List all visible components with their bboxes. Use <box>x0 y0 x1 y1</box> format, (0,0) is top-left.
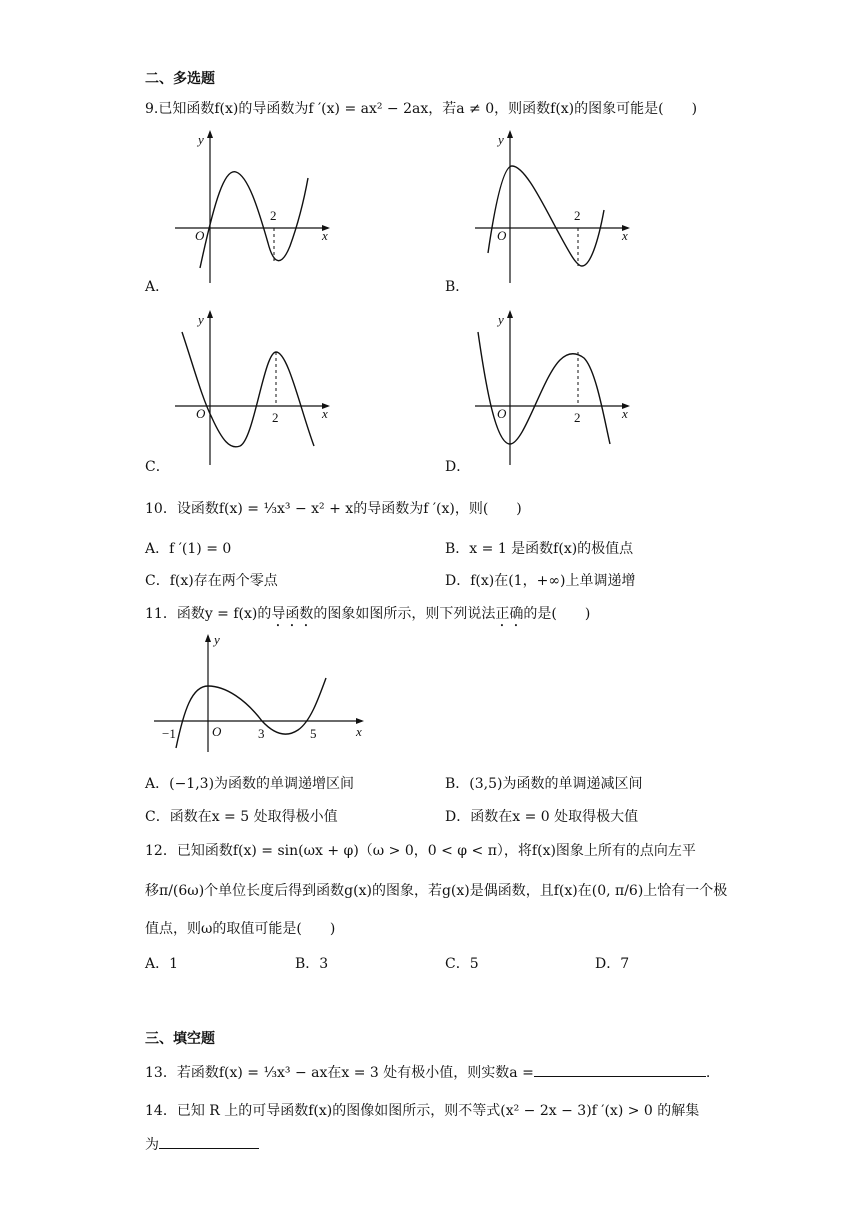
question-10-text: 10．设函数f(x) = ⅓x³ − x² + x的导函数为f ′(x)，则( ) <box>145 501 522 517</box>
q9-option-a[interactable]: A． <box>145 279 170 295</box>
question-12-line2: 移π/(6ω)个单位长度后得到函数g(x)的图象，若g(x)是偶函数，且f(x)在(0, π/6)上恰有一个极 <box>145 883 728 899</box>
q9c-y-arrow <box>207 310 213 318</box>
question-12-line3: 值点，则ω的取值可能是( ) <box>145 921 336 937</box>
q10-option-c[interactable]: C．f(x)存在两个零点 <box>145 573 278 589</box>
q11-y-label: y <box>214 632 220 647</box>
q12-option-b[interactable]: B．3 <box>295 956 329 972</box>
q9d-y-label: y <box>498 312 504 327</box>
q9-option-b[interactable]: B． <box>445 279 470 295</box>
q11-y-arrow <box>205 634 211 642</box>
q11-tick-5: 5 <box>310 726 317 741</box>
q11-emphasis-derivative: 导函数 <box>271 606 314 622</box>
q12-option-c[interactable]: C．5 <box>445 956 479 972</box>
question-13-text <box>145 1062 710 1082</box>
q9b-x-label: x <box>622 228 628 243</box>
q11-text-mid: 的图象如图所示，则下列说法 <box>313 606 496 622</box>
q9c-origin: O <box>196 406 206 421</box>
q9c-tick-2: 2 <box>272 410 279 425</box>
q11-emphasis-correct: 正确 <box>495 606 524 622</box>
q11-graph <box>150 630 380 755</box>
q9b-curve <box>488 166 604 266</box>
q9a-tick-2: 2 <box>270 208 277 223</box>
q11-tick-3: 3 <box>258 726 265 741</box>
q10-option-b[interactable]: B．x = 1 是函数f(x)的极值点 <box>445 541 634 557</box>
question-12-line1: 12．已知函数f(x) = sin(ωx + φ)（ω > 0，0 < φ < π），将f(x)图象上所有的点向左平 <box>145 843 696 859</box>
q11-tick-neg1: −1 <box>162 726 176 741</box>
q11-option-b[interactable]: B．(3,5)为函数的单调递减区间 <box>445 776 643 792</box>
q11-curve <box>176 678 326 748</box>
q13-answer-blank[interactable] <box>534 1064 706 1077</box>
q9c-x-label: x <box>322 406 328 421</box>
q10-option-d[interactable]: D．f(x)在(1，+∞)上单调递增 <box>445 573 636 589</box>
q9d-y-arrow <box>507 310 513 318</box>
q13-period: . <box>705 1065 711 1081</box>
q9-option-c[interactable]: C． <box>145 459 170 475</box>
q12-option-d[interactable]: D．7 <box>595 956 630 972</box>
q11-text-post: 的是( ) <box>523 606 591 622</box>
q11-option-c[interactable]: C．函数在x = 5 处取得极小值 <box>145 809 338 825</box>
q9a-origin: O <box>195 228 205 243</box>
q14-text-prefix: 为 <box>145 1137 159 1153</box>
q9d-origin: O <box>497 406 507 421</box>
q9b-origin: O <box>497 228 507 243</box>
q13-text: 13．若函数f(x) = ⅓x³ − ax在x = 3 处有极小值，则实数a = <box>145 1065 534 1081</box>
q9-option-d[interactable]: D． <box>445 459 471 475</box>
q9b-tick-2: 2 <box>574 208 581 223</box>
question-14-line2 <box>145 1134 259 1154</box>
q9d-curve <box>478 332 610 444</box>
q9-graph-a <box>170 128 340 288</box>
section-multi-choice: 二、多选题 <box>145 71 215 87</box>
q14-answer-blank[interactable] <box>159 1136 259 1149</box>
q9b-y-arrow <box>507 130 513 138</box>
q10-option-a[interactable]: A．f ′(1) = 0 <box>145 541 232 557</box>
q9-graph-c <box>170 308 340 468</box>
q12-option-a[interactable]: A．1 <box>145 956 179 972</box>
question-9-text: 9.已知函数f(x)的导函数为f ′(x) = ax² − 2ax，若a ≠ 0，则函数f(x)的图象可能是( ) <box>145 101 698 117</box>
question-11-text <box>145 603 590 630</box>
q9d-x-label: x <box>622 406 628 421</box>
q11-origin: O <box>212 724 222 739</box>
q11-option-d[interactable]: D．函数在x = 0 处取得极大值 <box>445 809 639 825</box>
q9a-curve <box>200 172 308 268</box>
question-14-line1: 14．已知 R 上的可导函数f(x)的图像如图所示，则不等式(x² − 2x − 3)f ′(x) > 0 的解集 <box>145 1103 700 1119</box>
q11-x-label: x <box>356 724 362 739</box>
q9a-y-label: y <box>198 132 204 147</box>
q9a-x-label: x <box>322 228 328 243</box>
q9-graph-b <box>470 128 640 288</box>
q11-option-a[interactable]: A．(−1,3)为函数的单调递增区间 <box>145 776 355 792</box>
q11-text-pre: 11．函数y = f(x)的 <box>145 606 272 622</box>
q9b-y-label: y <box>498 132 504 147</box>
section-fill-blank: 三、填空题 <box>145 1031 215 1047</box>
q9-graph-d <box>470 308 640 468</box>
q9c-y-label: y <box>198 312 204 327</box>
q9c-curve <box>182 332 314 447</box>
q9a-y-arrow <box>207 130 213 138</box>
q9d-tick-2: 2 <box>574 410 581 425</box>
